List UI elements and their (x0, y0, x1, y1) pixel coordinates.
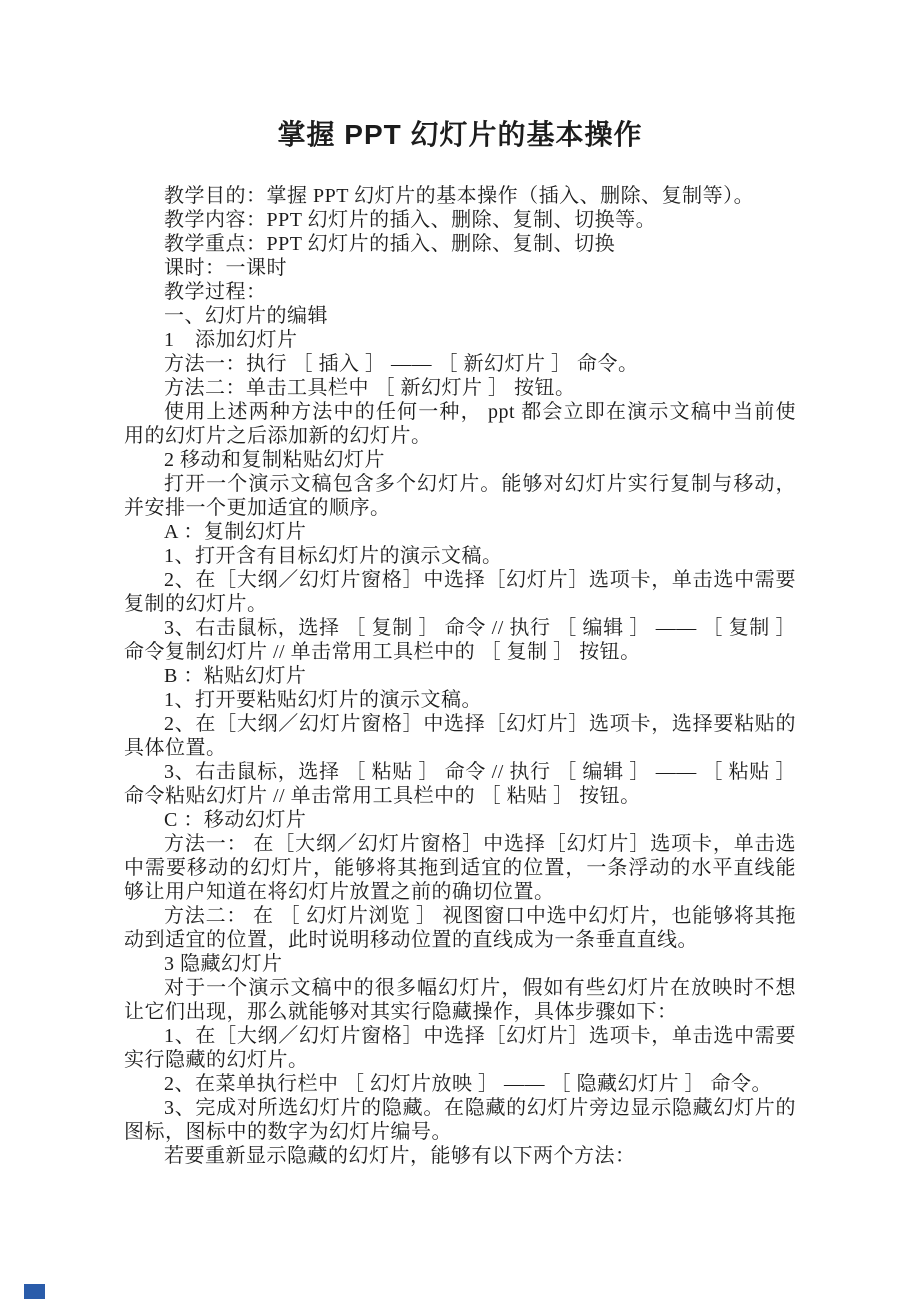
paragraph: 1、打开含有目标幻灯片的演示文稿。 (164, 545, 503, 567)
paragraph: C ：移动幻灯片 (164, 809, 307, 831)
paragraph: 方法二：单击工具栏中 ［ 新幻灯片 ］ 按钮。 (164, 377, 576, 399)
paragraph: 课时：一课时 (164, 257, 287, 279)
paragraph: 方法一： 在［大纲／幻灯片窗格］中选择［幻灯片］选项卡，单击选中需要移动的幻灯片，能够将其拖到适宜的位置，一条浮动的水平直线能够让用户知道在将幻灯片放置之前的确切位置。 (124, 833, 796, 903)
paragraph: A ：复制幻灯片 (164, 521, 307, 543)
page-title: 掌握 PPT 幻灯片的基本操作 (277, 119, 643, 150)
paragraph: 教学重点：PPT 幻灯片的插入、删除、复制、切换 (164, 233, 616, 255)
paragraph: B ：粘贴幻灯片 (164, 665, 307, 687)
paragraph: 若要重新显示隐藏的幻灯片，能够有以下两个方法： (164, 1145, 636, 1167)
document-body (124, 184, 796, 1168)
paragraph: 一、幻灯片的编辑 (164, 305, 328, 327)
paragraph: 2、在［大纲／幻灯片窗格］中选择［幻灯片］选项卡，单击选中需要复制的幻灯片。 (124, 569, 796, 615)
paragraph: 方法二： 在 ［ 幻灯片浏览 ］ 视图窗口中选中幻灯片，也能够将其拖动到适宜的位置，此时说明移动位置的直线成为一条垂直直线。 (124, 905, 796, 951)
paragraph: 2、在［大纲／幻灯片窗格］中选择［幻灯片］选项卡，选择要粘贴的具体位置。 (124, 713, 796, 759)
paragraph: 使用上述两种方法中的任何一种， ppt 都会立即在演示文稿中当前使用的幻灯片之后添加新的幻灯片。 (124, 401, 796, 447)
corner-logo-mark (24, 1284, 45, 1299)
paragraph: 1、打开要粘贴幻灯片的演示文稿。 (164, 689, 482, 711)
paragraph: 2、在菜单执行栏中 ［ 幻灯片放映 ］ —— ［ 隐藏幻灯片 ］ 命令。 (164, 1073, 772, 1095)
paragraph: 教学过程： (164, 281, 267, 303)
paragraph: 3、右击鼠标，选择 ［ 粘贴 ］ 命令 // 执行 ［ 编辑 ］ —— ［ 粘贴 ］ 命令粘贴幻灯片 // 单击常用工具栏中的 ［ 粘贴 ］ 按钮。 (124, 761, 796, 807)
paragraph: 3 隐藏幻灯片 (164, 953, 283, 975)
paragraph: 对于一个演示文稿中的很多幅幻灯片，假如有些幻灯片在放映时不想让它们出现，那么就能够对其实行隐藏操作，具体步骤如下： (124, 977, 796, 1023)
paragraph: 2 移动和复制粘贴幻灯片 (164, 449, 385, 471)
paragraph: 教学目的：掌握 PPT 幻灯片的基本操作（插入、删除、复制等）。 (164, 185, 755, 207)
paragraph: 3、完成对所选幻灯片的隐藏。在隐藏的幻灯片旁边显示隐藏幻灯片的图标，图标中的数字为幻灯片编号。 (124, 1097, 796, 1143)
paragraph: 打开一个演示文稿包含多个幻灯片。能够对幻灯片实行复制与移动，并安排一个更加适宜的顺序。 (124, 473, 796, 519)
paragraph: 1 添加幻灯片 (164, 329, 298, 351)
paragraph: 方法一：执行 ［ 插入 ］ —— ［ 新幻灯片 ］ 命令。 (164, 353, 639, 375)
paragraph: 教学内容：PPT 幻灯片的插入、删除、复制、切换等。 (164, 209, 657, 231)
paragraph: 3、右击鼠标，选择 ［ 复制 ］ 命令 // 执行 ［ 编辑 ］ —— ［ 复制 ］ 命令复制幻灯片 // 单击常用工具栏中的 ［ 复制 ］ 按钮。 (124, 617, 796, 663)
paragraph: 1、在［大纲／幻灯片窗格］中选择［幻灯片］选项卡，单击选中需要实行隐藏的幻灯片。 (124, 1025, 796, 1071)
